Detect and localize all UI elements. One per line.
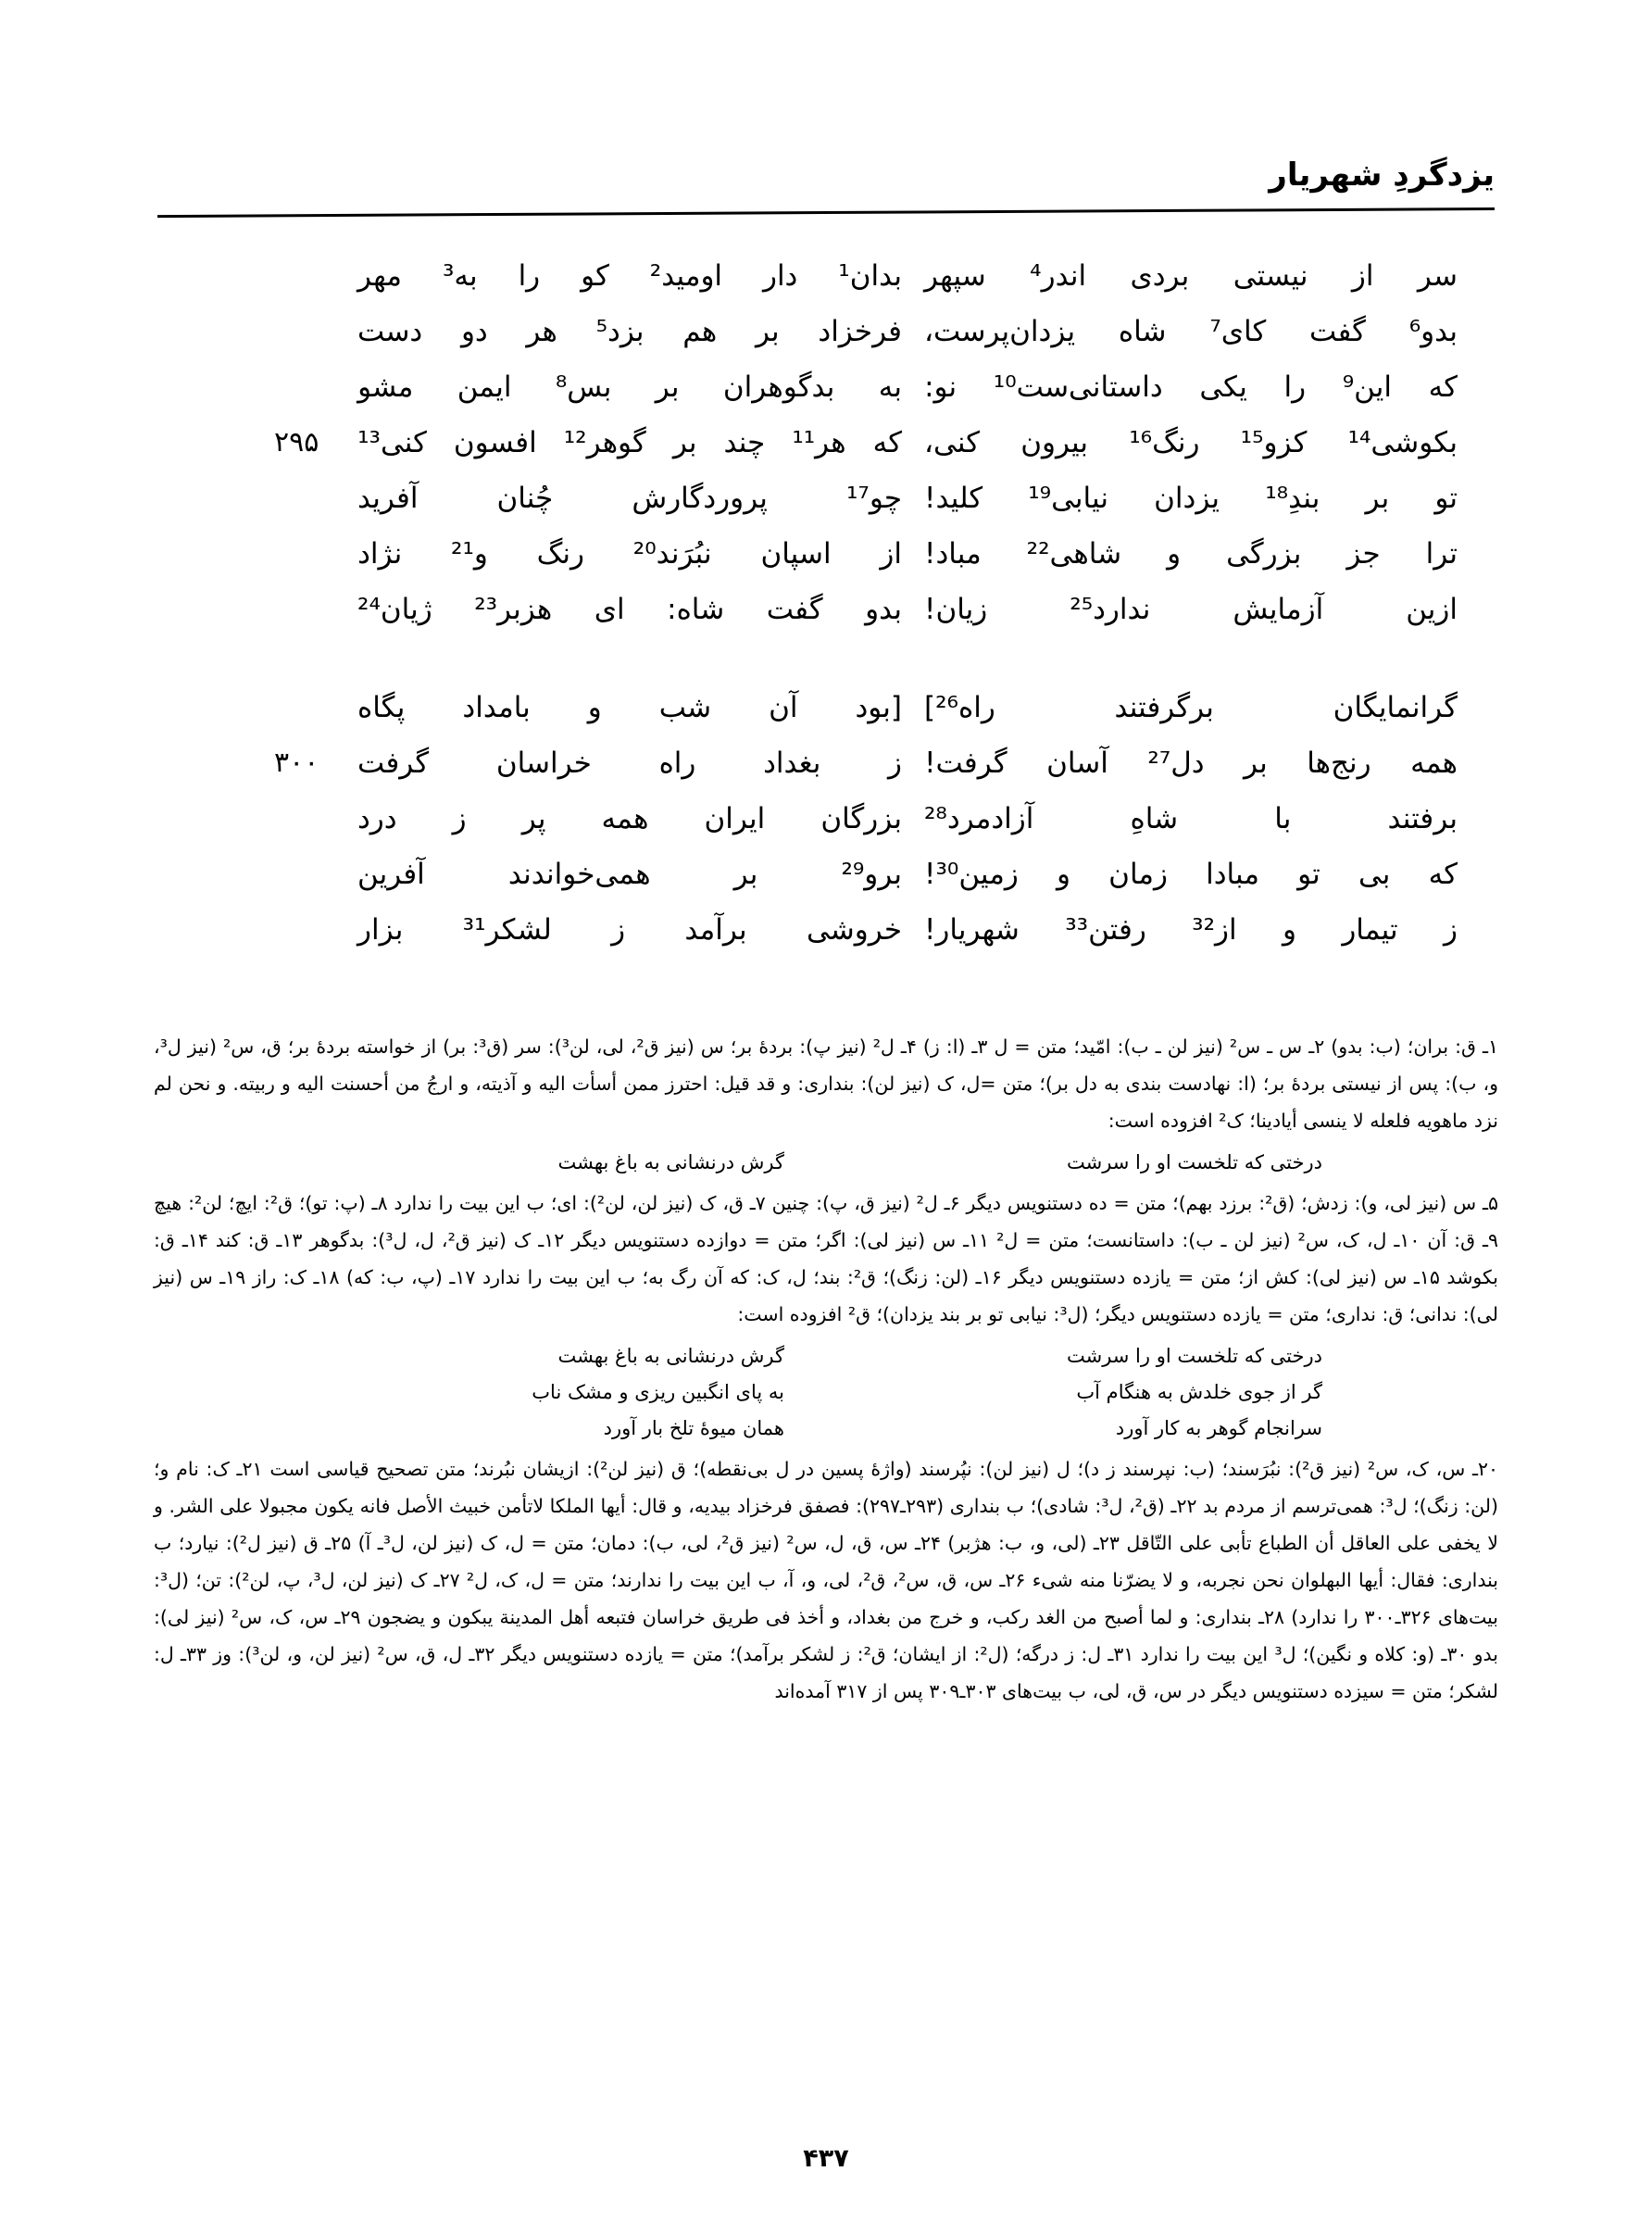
hemistich-first <box>341 902 907 958</box>
hemistich-second <box>907 304 1463 359</box>
hemistich-first <box>341 847 907 902</box>
hemistich-second <box>907 415 1463 471</box>
hemistich-first <box>341 735 907 791</box>
verse-word: تیمار <box>1342 913 1398 947</box>
verse-word: ندارد²⁵ <box>1070 593 1151 626</box>
apparatus-verse-line <box>154 1411 1498 1447</box>
verse-word: شب <box>658 691 712 724</box>
verse-word: و <box>587 691 602 724</box>
verse-word: خراسان <box>495 747 592 780</box>
verse-word: رفتن³³ <box>1065 913 1146 947</box>
verse-word: از <box>1351 259 1374 293</box>
verse-word: ایران <box>704 802 766 835</box>
verse-word: یزدان‌پرست، <box>924 315 1076 348</box>
verse-word: نژاد <box>357 537 403 571</box>
verse-word: گوهر¹² <box>563 426 646 459</box>
verse-word: بردی <box>1130 259 1190 293</box>
verse-word: نیستی <box>1233 259 1308 293</box>
verse-word: گرانمایگان <box>1333 691 1458 724</box>
verse-word: کو <box>581 259 609 293</box>
verse-word: سپهر <box>924 259 986 293</box>
apparatus-hemistich-second: گرش درنشانی به باغ بهشت <box>557 1345 784 1367</box>
verse-word: ز <box>452 802 467 835</box>
verse-word: به <box>878 370 902 404</box>
verse-word: هر <box>526 315 557 348</box>
verse-word: بندِ¹⁸ <box>1265 482 1320 515</box>
verse-word: از <box>880 537 902 571</box>
apparatus-quoted-verses-1 <box>154 1145 1498 1181</box>
verse-word: پر <box>521 802 546 835</box>
hemistich-second <box>907 359 1463 415</box>
verse-word: فرخزاد <box>818 315 902 348</box>
verse-word: را <box>1283 370 1307 404</box>
verse-word: کلید! <box>924 482 983 515</box>
apparatus-hemistich-first: گر از جوی خلدش به هنگام آب <box>1076 1381 1322 1403</box>
running-head <box>157 157 1495 219</box>
verse-word: پگاه <box>357 691 406 724</box>
verse-word: به³ <box>442 259 478 293</box>
verse-word: هم <box>682 315 718 348</box>
verse-word: آفرین <box>357 858 425 891</box>
verse-word: آزمایش <box>1233 593 1324 626</box>
verse-word: اندر⁴ <box>1030 259 1087 293</box>
verse-word: بکوشی¹⁴ <box>1347 426 1458 459</box>
verse-word: و <box>1167 537 1182 571</box>
verse-word: همه <box>1410 747 1458 780</box>
verse-word: کنی¹³ <box>357 426 427 459</box>
verse-word: مهر <box>357 259 403 293</box>
verse-word: رنگ <box>536 537 584 571</box>
verse-word: بی <box>1358 858 1391 891</box>
verse-line <box>139 680 1495 735</box>
verse-word: کای⁷ <box>1209 315 1267 348</box>
hemistich-second <box>907 791 1463 847</box>
hemistich-second <box>907 526 1463 582</box>
verse-word: زمین³⁰! <box>924 858 1019 891</box>
verse-word: بر <box>655 370 680 404</box>
apparatus-verse-line <box>154 1338 1498 1374</box>
apparatus-hemistich-second: گرش درنشانی به باغ بهشت <box>557 1151 784 1173</box>
verse-word: آزادمرد²⁸ <box>924 802 1034 835</box>
verse-word: اومید² <box>649 259 723 293</box>
verse-word: دو <box>460 315 488 348</box>
verse-word: ژیان²⁴ <box>357 593 432 626</box>
verse-word: گفت <box>766 593 823 626</box>
verse-word: ای <box>594 593 625 626</box>
hemistich-second <box>907 847 1463 902</box>
verse-word: بزار <box>357 913 404 947</box>
verse-word: یزدان <box>1154 482 1220 515</box>
verse-word: کزو¹⁵ <box>1240 426 1308 459</box>
verse-word: کنی، <box>924 426 981 459</box>
apparatus-paragraph: ۵ـ س (نیز لی، و): زدش؛ (ق²: برزد بهم)؛ متن = ده دستنویس دیگر ۶ـ ل² (نیز ق، پ): چنین ۷ـ ق، ک (نیز لن، لن²): ای؛ ب این بیت را ندارد ۸ـ (پ: تو)؛ ق²: ایچ؛ لن²: هیچ ۹ـ ق: آن ۱۰ـ ل، ک، س² (نیز لن ـ ب): داستانست؛ متن = ل² ۱۱ـ س (نیز لی): اگر؛ متن = دوازده دستنویس دیگر ۱۲ـ ک (نیز ق²، ل، ل³): بدگوهر ۱۳ـ ق: کند ۱۴ـ ق: بکوشد ۱۵ـ س (نیز لی): کش از؛ متن = یازده دستنویس دیگر ۱۶ـ (لن: زنگ)؛ ق²: بند؛ ل، ک: که آن رگ به؛ ب این بیت را ندارد ۱۷ـ (پ، ب: که) ۱۸ـ ک: راز ۱۹ـ س (نیز لی): ندانی؛ ق: نداری؛ متن = یازده دستنویس دیگر؛ (ل³: نیابی تو بر بند یزدان)؛ ق² افزوده است: <box>154 1192 1499 1325</box>
verse-word: را <box>518 259 541 293</box>
page-title: یزدگردِ شهریار <box>1269 157 1495 194</box>
verse-line <box>139 902 1495 958</box>
verse-line <box>139 248 1495 304</box>
verse-word: همی‌خواندند <box>507 858 651 891</box>
verse-word: و <box>1057 858 1070 891</box>
verse-word: بر <box>733 858 758 891</box>
verse-line <box>139 735 1495 791</box>
verse-word: مباد! <box>924 537 982 571</box>
hemistich-second <box>907 471 1463 526</box>
verse-word: شاهِ <box>1130 802 1179 835</box>
verse-line <box>139 471 1495 526</box>
apparatus-hemistich-first: درختی که تلخست او را سرشت <box>1066 1151 1322 1173</box>
apparatus-verse-line <box>154 1145 1498 1181</box>
hemistich-first <box>341 791 907 847</box>
verse-word: نبُرَند²⁰ <box>632 537 712 571</box>
verse-word: بر <box>755 315 780 348</box>
verse-word: ز <box>611 913 626 947</box>
verse-line <box>139 526 1495 582</box>
verse-word: آسان <box>1046 747 1108 780</box>
verse-line <box>139 791 1495 847</box>
verse-word: مبادا <box>1206 858 1259 891</box>
verse-word: برفتند <box>1387 802 1458 835</box>
verse-word: که <box>1428 858 1458 891</box>
verse-word: بر <box>1365 482 1390 515</box>
verse-word: ازین <box>1406 593 1458 626</box>
verse-word: گرفت <box>357 747 430 780</box>
verse-word: و <box>1282 913 1296 947</box>
verse-word: بدگوهران <box>722 370 835 404</box>
verse-word: رنگ¹⁶ <box>1129 426 1200 459</box>
verse-line <box>139 304 1495 359</box>
verse-word: گفت <box>1309 315 1366 348</box>
verse-word: ترا <box>1425 537 1458 571</box>
stanza-2 <box>139 680 1495 958</box>
verse-word: تو <box>1297 858 1320 891</box>
verse-word: از³² <box>1192 913 1237 947</box>
hemistich-second <box>907 735 1463 791</box>
verse-word: افسون <box>453 426 537 459</box>
hemistich-first <box>341 582 907 637</box>
verse-word: درد <box>357 802 397 835</box>
verse-word: بزرگان <box>820 802 902 835</box>
folio-number: ۴۳۷ <box>803 2144 849 2173</box>
verse-word: [بود <box>855 691 902 724</box>
verse-word: یکی <box>1199 370 1247 404</box>
verse-word: این⁹ <box>1342 370 1392 404</box>
verse-word: بس⁸ <box>555 370 612 404</box>
verse-line <box>139 359 1495 415</box>
verse-word: نیابی¹⁹ <box>1028 482 1108 515</box>
verse-word: دل²⁷ <box>1147 747 1205 780</box>
verse-word: شاه <box>1118 315 1167 348</box>
verse-word: آن <box>769 691 798 724</box>
verse-word: برگرفتند <box>1114 691 1214 724</box>
verse-area <box>139 248 1495 1000</box>
verse-word: راه <box>658 747 696 780</box>
verse-word: بر <box>1244 747 1268 780</box>
verse-word: زیان! <box>924 593 988 626</box>
apparatus-hemistich-first: سرانجام گوهر به کار آورد <box>1115 1417 1322 1439</box>
verse-word: زمان <box>1108 858 1168 891</box>
verse-word: بدان¹ <box>838 259 902 293</box>
verse-word: بدو <box>865 593 902 626</box>
apparatus-paragraph: ۱ـ ق: بران؛ (ب: بدو) ۲ـ س ـ س² (نیز لن ـ ب): امّید؛ متن = ل ۳ـ (ا: ز) ۴ـ ل² (نیز پ): بردهٔ بر؛ س (نیز ق²، لی، لن³): سر (ق³: بر) از خواسته بردهٔ بر؛ ق، س² (نیز ل³، و، ب): پس از نیستی بردهٔ بر؛ (ا: نهادست بندی به دل بر)؛ متن =ل، ک (نیز لن): بنداری: و قد قیل: احترز ممن أسأت الیه و آذیته، و ارجُ من أحسنت الیه و ربیته. و نحن لم نزد ماهویه فلعله لا ینسی أیادینا؛ ک² افزوده است: <box>154 1035 1498 1132</box>
verse-word: بیرون <box>1020 426 1089 459</box>
hemistich-first <box>341 471 907 526</box>
verse-word: که <box>872 426 902 459</box>
verse-word: بدو⁶ <box>1408 315 1458 348</box>
verse-word: چند <box>723 426 766 459</box>
verse-word: برو²⁹ <box>841 858 902 891</box>
verse-word: تو <box>1434 482 1458 515</box>
hemistich-second <box>907 582 1463 637</box>
verse-number: ۲۹۵ <box>274 426 319 458</box>
verse-word: جز <box>1346 537 1381 571</box>
verse-line <box>139 415 1495 471</box>
verse-word: بر <box>672 426 697 459</box>
verse-word: نو: <box>924 370 957 404</box>
verse-word: و²¹ <box>451 537 488 571</box>
hemistich-second <box>907 680 1463 735</box>
verse-word: شهریار! <box>924 913 1020 947</box>
verse-word: ز <box>1444 913 1458 947</box>
verse-word: ایمن <box>457 370 512 404</box>
apparatus-quoted-verses-2 <box>154 1338 1498 1447</box>
verse-word: خروشی <box>806 913 902 947</box>
verse-word: دست <box>357 315 423 348</box>
verse-word: هزبر²³ <box>474 593 553 626</box>
verse-word: مشو <box>357 370 414 404</box>
verse-word: بزد⁵ <box>595 315 645 348</box>
verse-word: شاهی²² <box>1026 537 1122 571</box>
verse-line <box>139 847 1495 902</box>
verse-line <box>139 582 1495 637</box>
verse-word: پروردگارش <box>632 482 768 515</box>
verse-word: لشکر³¹ <box>462 913 552 947</box>
verse-word: برآمد <box>684 913 747 947</box>
verse-word: که <box>1428 370 1458 404</box>
verse-word: هر¹¹ <box>792 426 846 459</box>
hemistich-first <box>341 359 907 415</box>
verse-word: راه²⁶] <box>924 691 995 724</box>
verse-word: سر <box>1417 259 1458 293</box>
verse-word: داستانی‌ست¹⁰ <box>993 370 1163 404</box>
verse-word: بغداد <box>763 747 821 780</box>
verse-word: ز <box>888 747 902 780</box>
verse-word: با <box>1274 802 1292 835</box>
apparatus-criticus <box>154 1028 1498 1710</box>
verse-word: چو¹⁷ <box>845 482 902 515</box>
stanza-1 <box>139 248 1495 637</box>
verse-word: همه <box>601 802 649 835</box>
hemistich-second <box>907 902 1463 958</box>
hemistich-first <box>341 248 907 304</box>
apparatus-paragraph: ۲۰ـ س، ک، س² (نیز ق²): نبُرَسند؛ (ب: نپرسند ز د)؛ ل (نیز لن): نپُرسند (واژهٔ پسین در ل بی‌نقطه)؛ ق (نیز لن²): ازیشان نبُرند؛ متن تصحیح قیاسی است ۲۱ـ ک: نام و؛ (لن: زنگ)؛ ل³: همی‌ترسم از مردم بد ۲۲ـ (ق²، ل³: شادی)؛ ب بنداری (۲۹۳ـ۲۹۷): فصفق فرخزاد بیدیه، و قال: أیها الملکا لاتأمن خبیث الأصل فانه یکون مجبولا علی الشر. و لا یخفی علی العاقل أن الطباع تأبی علی التّاقل ۲۳ـ (لی، و، ب: هژبر) ۲۴ـ س، ق، ل، س² (نیز ق²، لی، ب): دمان؛ متن = ل، ک (نیز لن، ل³ـ آ) ۲۵ـ ق (نیز ل²): نیارد؛ ب بنداری: فقال: أیها البهلوان نحن نجربه، و لا یضرّنا منه شیء ۲۶ـ س، ق، س²، ق²، لی، و، آ، ب این بیت را ندارند؛ متن = ل، ک، ل² ۲۷ـ ک (نیز لن، ل³، پ، لن²): تن؛ (ل³: بیت‌های ۳۲۶ـ۳۰۰ را ندارد) ۲۸ـ بنداری: و لما أصبح من الغد رکب، و خرج من بغداد، و أخذ فی طریق خراسان فتبعه أهل المدینة یبکون و یضجون ۲۹ـ س، ک، س² (نیز لی): بدو ۳۰ـ (و: کلاه و نگین)؛ ل³ این بیت را ندارد ۳۱ـ ل: ز درگه؛ (ل²: از ایشان؛ ق²: ز لشکر برآمد)؛ متن = یازده دستنویس دیگر ۳۲ـ ل، ق، س² (نیز لن، و، لن³): وز ۳۳ـ ل: لشکر؛ متن = سیزده دستنویس دیگر در س، ق، لی، ب بیت‌های ۳۰۳ـ۳۰۹ پس از ۳۱۷ آمده‌اند <box>154 1458 1499 1702</box>
hemistich-first <box>341 680 907 735</box>
hemistich-first <box>341 526 907 582</box>
hemistich-first <box>341 304 907 359</box>
apparatus-hemistich-second: به پای انگبین ریزی و مشک ناب <box>532 1381 784 1403</box>
verse-number: ۳۰۰ <box>274 747 319 779</box>
verse-word: چُنان <box>496 482 554 515</box>
verse-word: اسپان <box>760 537 832 571</box>
verse-word: آفرید <box>357 482 419 515</box>
verse-word: گرفت! <box>924 747 1007 780</box>
hemistich-second <box>907 248 1463 304</box>
verse-word: بزرگی <box>1226 537 1302 571</box>
verse-word: رنج‌ها <box>1307 747 1371 780</box>
header-rule <box>157 207 1495 218</box>
apparatus-verse-line <box>154 1374 1498 1411</box>
verse-word: دار <box>762 259 798 293</box>
apparatus-hemistich-first: درختی که تلخست او را سرشت <box>1066 1345 1322 1367</box>
verse-word: شاه: <box>667 593 725 626</box>
apparatus-hemistich-second: همان میوهٔ تلخ بار آورد <box>603 1417 784 1439</box>
verse-word: بامداد <box>462 691 531 724</box>
hemistich-first <box>341 415 907 471</box>
